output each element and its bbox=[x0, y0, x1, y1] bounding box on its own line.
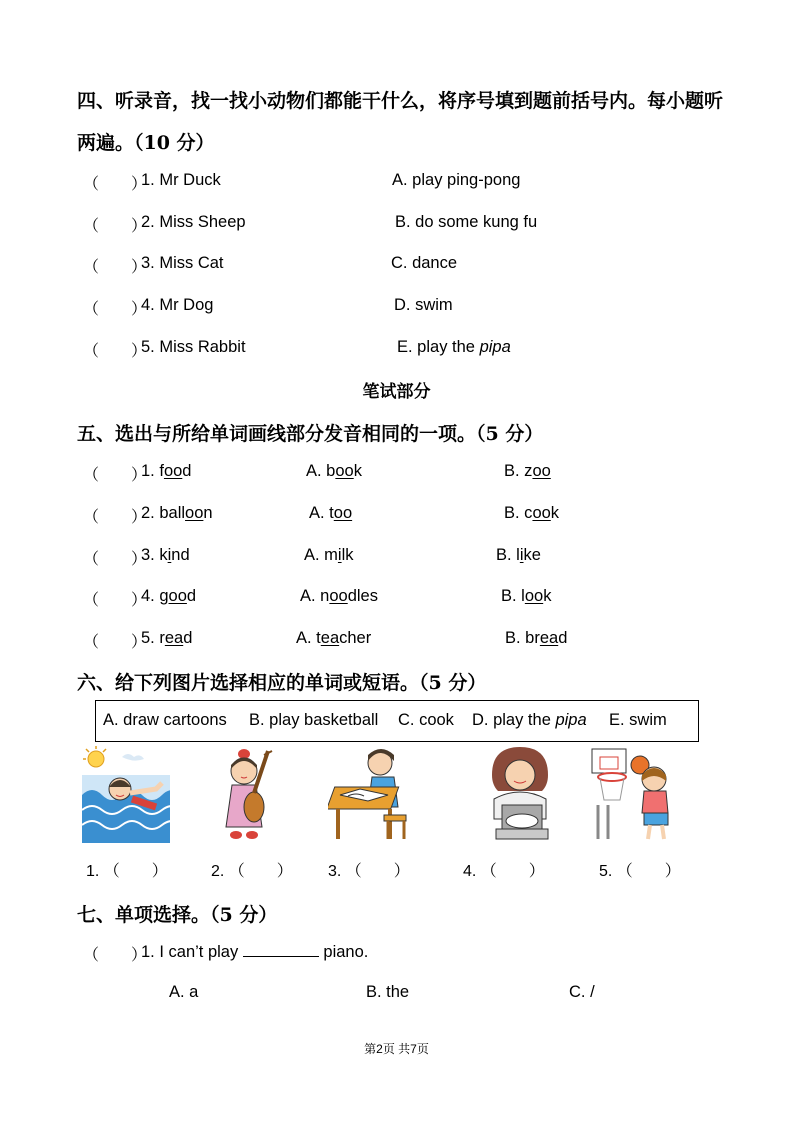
item-option: E. play the pipa bbox=[397, 338, 511, 356]
picture-answer-4[interactable]: 4. （ ） bbox=[463, 863, 545, 880]
picture-answer-5[interactable]: 5. （ ） bbox=[599, 863, 681, 880]
section5-title: 五、选出与所给单词画线部分发音相同的一项。（5 分） bbox=[77, 423, 544, 445]
answer-paren[interactable]: （ ） bbox=[83, 551, 148, 568]
option-a: A. milk bbox=[304, 546, 354, 564]
picture-answer-1[interactable]: 1. （ ） bbox=[86, 863, 168, 880]
pipa-picture bbox=[212, 745, 300, 843]
question-word: 2. balloon bbox=[141, 504, 213, 522]
question-word: 1. food bbox=[141, 462, 192, 480]
item-label: 5. Miss Rabbit bbox=[141, 338, 246, 356]
question-word: 5. read bbox=[141, 629, 193, 647]
choice-c: C. / bbox=[569, 983, 595, 1001]
picture-answer-2[interactable]: 2. （ ） bbox=[211, 863, 293, 880]
answer-paren[interactable]: （ ） bbox=[83, 509, 148, 526]
answer-paren[interactable]: （ ） bbox=[83, 467, 148, 484]
picture-answer-3[interactable]: 3. （ ） bbox=[328, 863, 410, 880]
item-option: B. do some kung fu bbox=[395, 213, 538, 231]
item-label: 2. Miss Sheep bbox=[141, 213, 246, 231]
option-b: B. like bbox=[496, 546, 541, 564]
swim-picture bbox=[82, 745, 170, 843]
option-a: A. draw cartoons bbox=[103, 711, 227, 729]
item-label: 4. Mr Dog bbox=[141, 296, 214, 314]
basketball-picture bbox=[588, 745, 676, 843]
answer-paren[interactable]: （ ） bbox=[83, 259, 148, 276]
option-a: A. teacher bbox=[296, 629, 372, 647]
answer-paren[interactable]: （ ） bbox=[83, 343, 148, 360]
option-b: B. bread bbox=[505, 629, 568, 647]
question-1: 1. I can’t play piano. bbox=[141, 943, 369, 961]
item-option: C. dance bbox=[391, 254, 458, 272]
option-a: A. book bbox=[306, 462, 362, 480]
question-word: 3. kind bbox=[141, 546, 190, 564]
answer-paren[interactable]: （ ） bbox=[83, 301, 148, 318]
section7-title: 七、单项选择。（5 分） bbox=[77, 904, 278, 926]
question-word: 4. good bbox=[141, 587, 197, 605]
answer-paren[interactable]: （ ） bbox=[83, 947, 148, 964]
draw-picture bbox=[328, 745, 416, 843]
option-b: B. look bbox=[501, 587, 552, 605]
option-b: B. cook bbox=[504, 504, 560, 522]
item-label: 1. Mr Duck bbox=[141, 171, 221, 189]
option-b: B. zoo bbox=[504, 462, 551, 480]
section4-title-line2: 两遍。（10 分） bbox=[77, 132, 215, 154]
option-c: C. cook bbox=[398, 711, 454, 729]
option-d: D. play the pipa bbox=[472, 711, 587, 729]
item-option: A. play ping-pong bbox=[392, 171, 521, 189]
option-a: A. noodles bbox=[300, 587, 378, 605]
answer-paren[interactable]: （ ） bbox=[83, 592, 148, 609]
option-b: B. play basketball bbox=[249, 711, 379, 729]
section6-title: 六、给下列图片选择相应的单词或短语。（5 分） bbox=[77, 672, 487, 694]
answer-paren[interactable]: （ ） bbox=[83, 176, 148, 193]
choice-a: A. a bbox=[169, 983, 199, 1001]
section4-title-line1: 四、听录音，找一找小动物们都能干什么，将序号填到题前括号内。每小题听 bbox=[77, 90, 724, 112]
answer-paren[interactable]: （ ） bbox=[83, 218, 148, 235]
written-part-title: 笔试部分 bbox=[362, 382, 431, 402]
item-label: 3. Miss Cat bbox=[141, 254, 224, 272]
fill-blank[interactable] bbox=[243, 942, 319, 957]
choice-b: B. the bbox=[366, 983, 410, 1001]
option-a: A. too bbox=[309, 504, 353, 522]
item-option: D. swim bbox=[394, 296, 453, 314]
page-footer: 第2页 共7页 bbox=[364, 1042, 429, 1056]
cook-picture bbox=[478, 745, 566, 843]
option-e: E. swim bbox=[609, 711, 667, 729]
answer-paren[interactable]: （ ） bbox=[83, 634, 148, 651]
